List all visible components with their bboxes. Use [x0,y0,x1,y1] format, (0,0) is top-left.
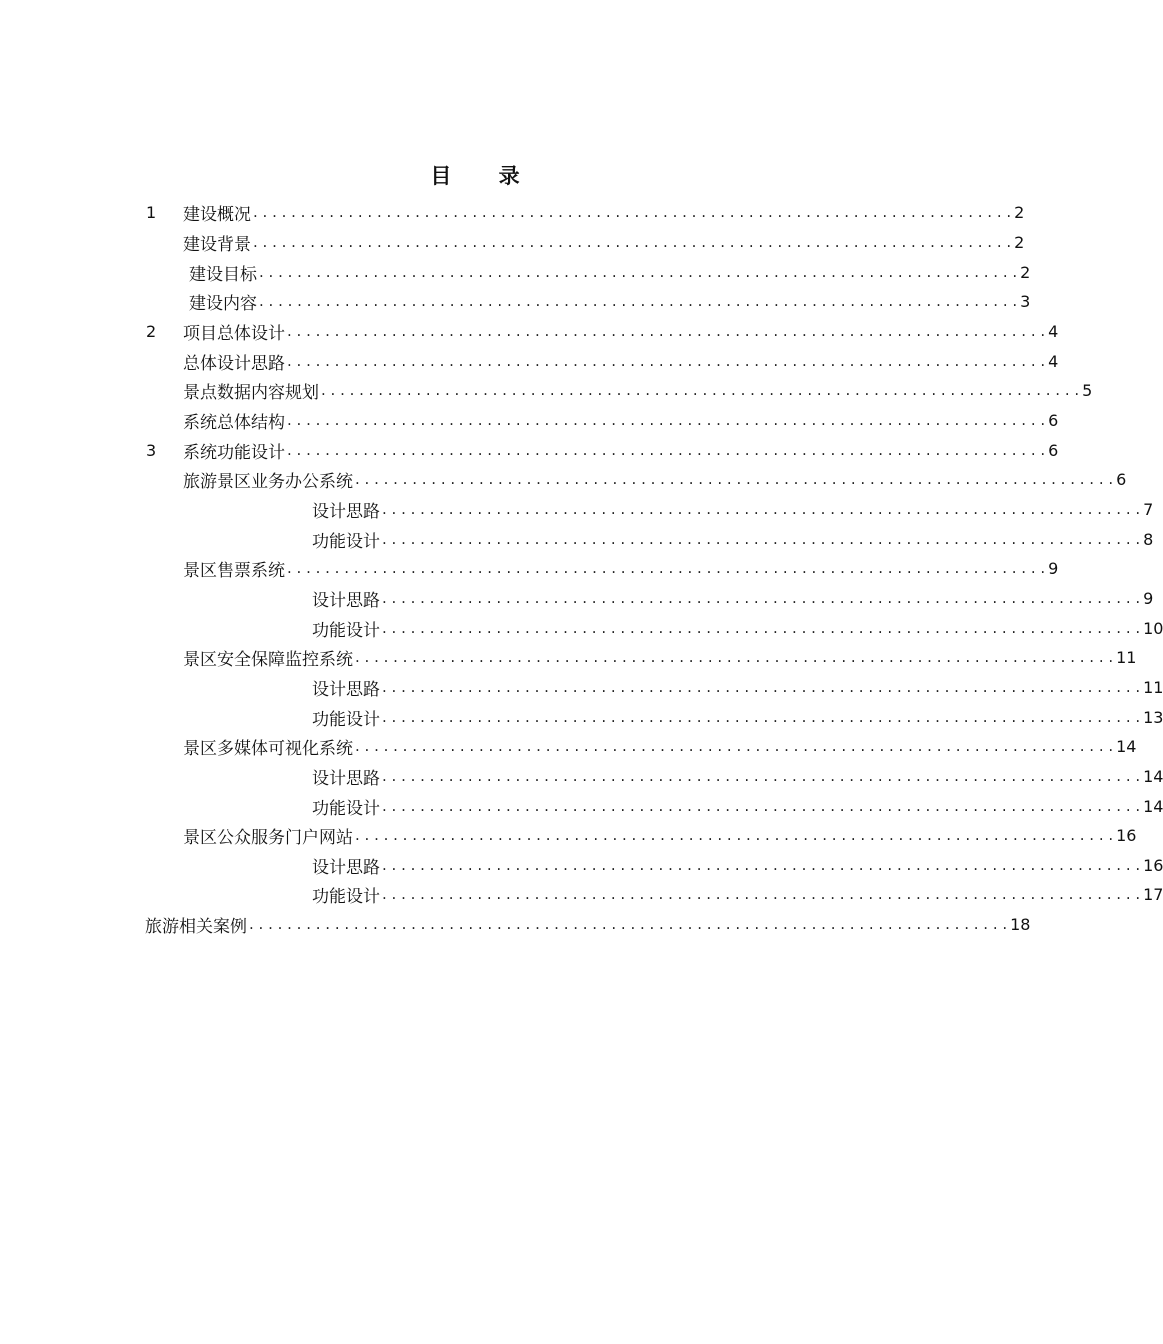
toc-entry-text: 设计思路 [312,853,382,878]
toc-entry-page: 8 [1140,530,1153,549]
toc-leader-dots [287,411,1045,429]
toc-entry[interactable] [183,347,1059,375]
toc-entry-text: 功能设计 [312,705,382,730]
toc-leader-dots [382,619,1140,637]
toc-entry-page: 9 [1140,589,1153,608]
toc-leader-dots [355,826,1113,844]
toc-entry-page: 3 [1017,292,1030,311]
toc-entry-text: 设计思路 [312,764,382,789]
toc-entry-text: 建设内容 [189,289,259,314]
toc-entry-page: 14 [1140,797,1163,816]
toc-entry[interactable] [145,910,1031,938]
toc-leader-dots [287,322,1045,340]
toc-entry-text: 建设概况 [183,200,253,225]
toc-entry[interactable] [146,317,1059,345]
toc-entry-page: 2 [1011,233,1024,252]
toc-entry-number: 2 [146,321,157,341]
toc-entry-page: 9 [1045,559,1058,578]
toc-entry-page: 17 [1140,885,1163,904]
toc-leader-dots [382,797,1140,815]
toc-entry-text: 设计思路 [312,586,382,611]
toc-entry[interactable] [312,495,1154,523]
toc-leader-dots [382,856,1140,874]
toc-entry[interactable] [183,554,1059,582]
toc-leader-dots [259,292,1017,310]
toc-entry[interactable] [183,376,1093,404]
toc-entry-number: 3 [146,440,157,460]
toc-entry-text: 功能设计 [312,527,382,552]
toc-entry-text: 旅游相关案例 [145,912,249,937]
toc-entry-page: 2 [1017,263,1030,282]
toc-entry[interactable] [312,880,1163,908]
toc-entry[interactable] [312,762,1163,790]
toc-entry[interactable] [189,258,1031,286]
toc-entry[interactable] [312,525,1154,553]
toc-entry-number: 1 [146,202,157,222]
toc-leader-dots [259,263,1017,281]
toc-entry-text: 景区多媒体可视化系统 [183,734,355,759]
toc-leader-dots [382,678,1140,696]
toc-leader-dots [287,352,1045,370]
toc-entry[interactable] [183,228,1025,256]
toc-entry-text: 设计思路 [312,675,382,700]
toc-entry-page: 13 [1140,708,1163,727]
toc-entry-text: 景区公众服务门户网站 [183,823,355,848]
toc-entry-text: 旅游景区业务办公系统 [183,467,355,492]
toc-leader-dots [382,589,1140,607]
toc-leader-dots [253,203,1011,221]
toc-entry-page: 14 [1113,737,1136,756]
toc-entry[interactable] [146,198,1025,226]
toc-entry-page: 4 [1045,322,1058,341]
toc-entry[interactable] [312,673,1163,701]
toc-entry-text: 景点数据内容规划 [183,378,321,403]
toc-entry[interactable] [312,584,1154,612]
toc-leader-dots [382,708,1140,726]
toc-entry[interactable] [183,732,1137,760]
toc-entry[interactable] [183,643,1137,671]
toc-entry-page: 4 [1045,352,1058,371]
toc-entry[interactable] [312,851,1163,879]
toc-entry-text: 总体设计思路 [183,349,287,374]
toc-leader-dots [249,915,1007,933]
toc-entry[interactable] [189,287,1031,315]
toc-entry-page: 11 [1140,678,1163,697]
toc-leader-dots [382,500,1140,518]
toc-leader-dots [382,767,1140,785]
toc-leader-dots [382,885,1140,903]
toc-entry-page: 7 [1140,500,1153,519]
toc-entry-text: 功能设计 [312,794,382,819]
toc-entry-page: 16 [1140,856,1163,875]
toc-entry-text: 项目总体设计 [183,319,287,344]
toc-entry[interactable] [183,465,1127,493]
toc-leader-dots [382,530,1140,548]
toc-entry-page: 18 [1007,915,1030,934]
toc-entry-page: 6 [1045,411,1058,430]
toc-entry[interactable] [183,406,1059,434]
toc-leader-dots [287,559,1045,577]
toc-title: 目 录 [430,164,540,188]
toc-leader-dots [321,381,1079,399]
toc-entry-page: 10 [1140,619,1163,638]
toc-entry-text: 系统功能设计 [183,438,287,463]
toc-entry-text: 设计思路 [312,497,382,522]
toc-entry-text: 建设目标 [189,260,259,285]
toc-entry-page: 14 [1140,767,1163,786]
toc-entry[interactable] [312,792,1163,820]
toc-entry-page: 6 [1113,470,1126,489]
toc-entry-text: 景区售票系统 [183,556,287,581]
toc-entry-page: 11 [1113,648,1136,667]
toc-entry[interactable] [146,436,1059,464]
toc-leader-dots [355,737,1113,755]
toc-entry-page: 16 [1113,826,1136,845]
toc-entry-text: 系统总体结构 [183,408,287,433]
toc-entry-page: 5 [1079,381,1092,400]
toc-entry-page: 6 [1045,441,1058,460]
toc-entry-text: 建设背景 [183,230,253,255]
toc-leader-dots [287,441,1045,459]
toc-entry-text: 功能设计 [312,616,382,641]
toc-leader-dots [355,648,1113,666]
toc-leader-dots [253,233,1011,251]
toc-leader-dots [355,470,1113,488]
toc-entry[interactable] [312,614,1163,642]
toc-entry-text: 功能设计 [312,882,382,907]
toc-entry-page: 2 [1011,203,1024,222]
toc-entry[interactable] [312,703,1163,731]
toc-entry[interactable] [183,821,1137,849]
toc-entry-text: 景区安全保障监控系统 [183,645,355,670]
